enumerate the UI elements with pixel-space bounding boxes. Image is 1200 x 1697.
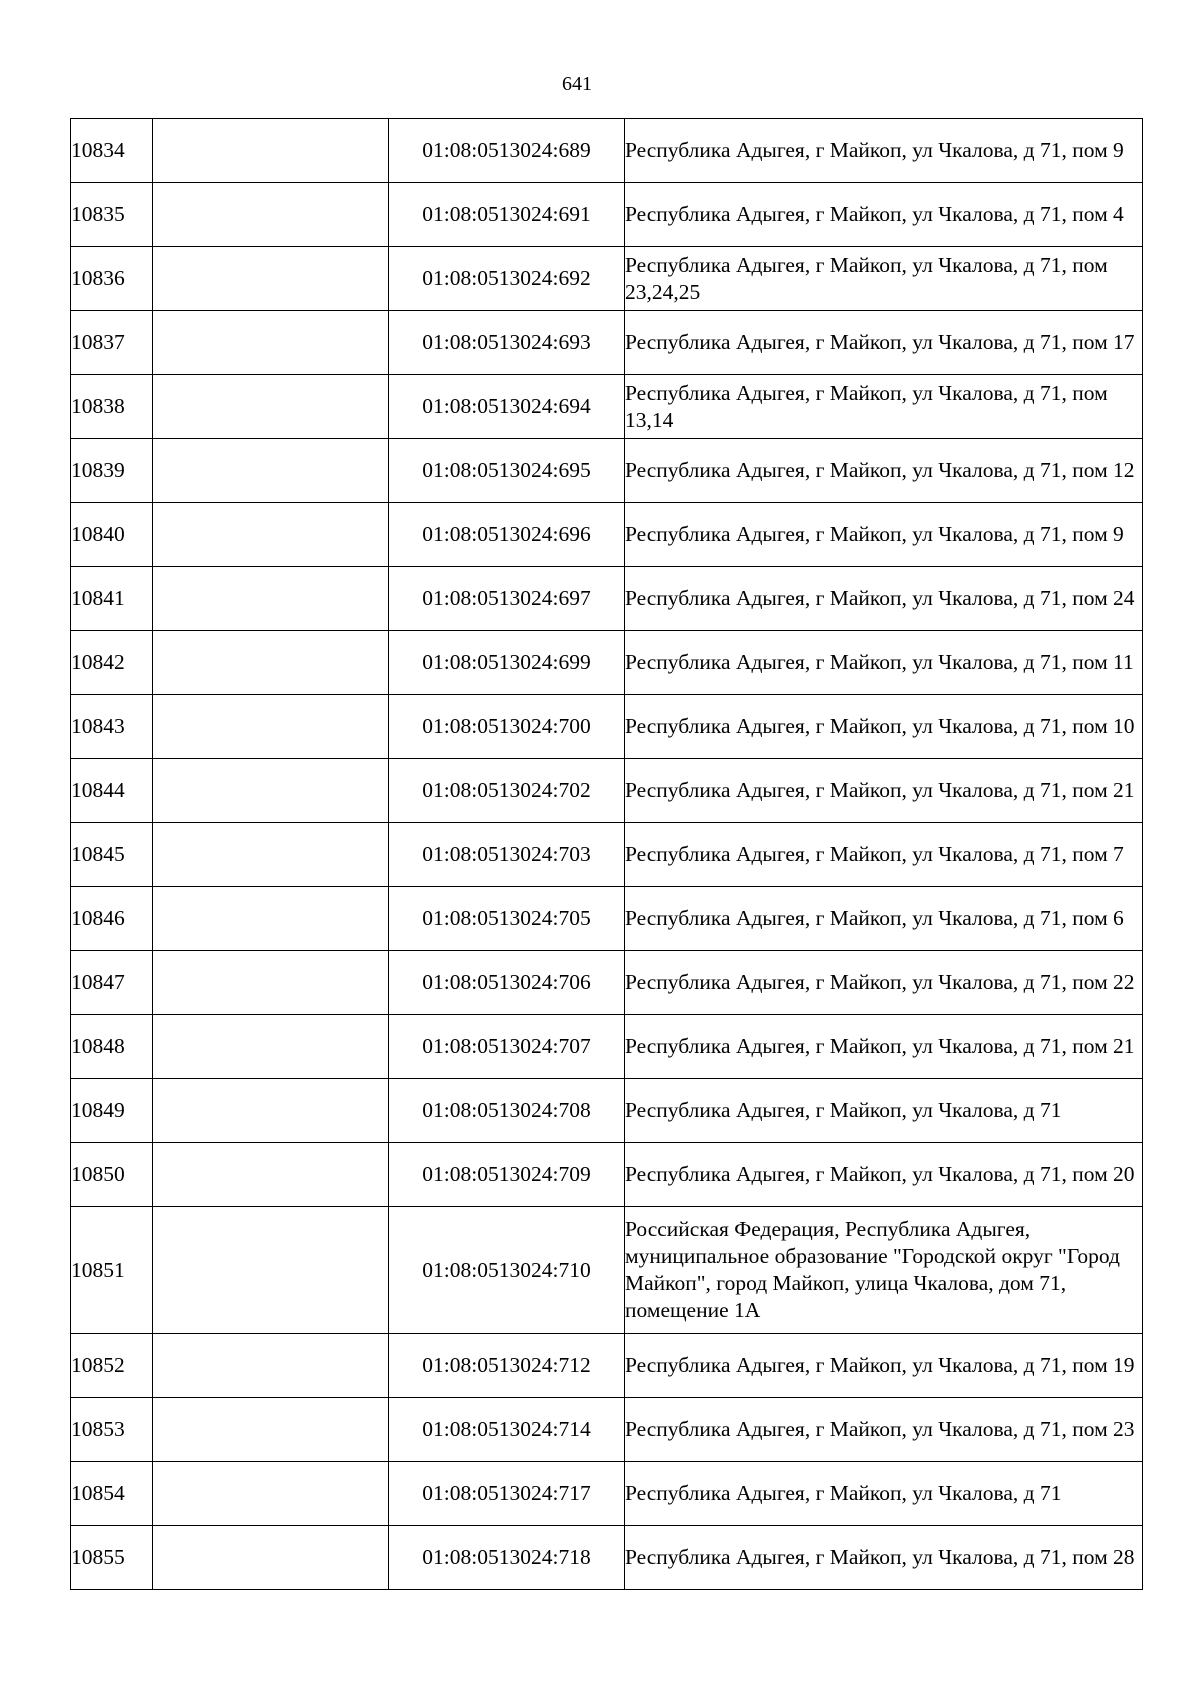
table-row xyxy=(71,375,1143,439)
row-number-cell: 10835 xyxy=(71,183,153,247)
row-number-cell: 10841 xyxy=(71,567,153,631)
address-cell: Республика Адыгея, г Майкоп, ул Чкалова, д 71, пом 12 xyxy=(625,439,1143,503)
address-cell: Республика Адыгея, г Майкоп, ул Чкалова, д 71, пом 19 xyxy=(625,1334,1143,1398)
table-row xyxy=(71,1079,1143,1143)
empty-cell xyxy=(153,951,389,1015)
cadastral-number-cell: 01:08:0513024:705 xyxy=(389,887,625,951)
empty-cell xyxy=(153,247,389,311)
table-row xyxy=(71,1462,1143,1526)
cadastral-number-cell: 01:08:0513024:689 xyxy=(389,119,625,183)
cadastral-number-cell: 01:08:0513024:696 xyxy=(389,503,625,567)
address-cell: Республика Адыгея, г Майкоп, ул Чкалова, д 71 xyxy=(625,1079,1143,1143)
row-number-cell: 10842 xyxy=(71,631,153,695)
cadastral-number-cell: 01:08:0513024:718 xyxy=(389,1526,625,1590)
address-cell: Республика Адыгея, г Майкоп, ул Чкалова, д 71, пом 23,24,25 xyxy=(625,247,1143,311)
row-number-cell: 10847 xyxy=(71,951,153,1015)
table-row xyxy=(71,1398,1143,1462)
empty-cell xyxy=(153,1207,389,1334)
cadastral-number-cell: 01:08:0513024:712 xyxy=(389,1334,625,1398)
cadastral-number-cell: 01:08:0513024:697 xyxy=(389,567,625,631)
empty-cell xyxy=(153,375,389,439)
cadastral-number-cell: 01:08:0513024:710 xyxy=(389,1207,625,1334)
row-number-cell: 10852 xyxy=(71,1334,153,1398)
row-number-cell: 10849 xyxy=(71,1079,153,1143)
empty-cell xyxy=(153,311,389,375)
row-number-cell: 10855 xyxy=(71,1526,153,1590)
cadastral-number-cell: 01:08:0513024:692 xyxy=(389,247,625,311)
table-row xyxy=(71,951,1143,1015)
table-row xyxy=(71,439,1143,503)
address-cell: Республика Адыгея, г Майкоп, ул Чкалова, д 71, пом 10 xyxy=(625,695,1143,759)
empty-cell xyxy=(153,1462,389,1526)
empty-cell xyxy=(153,1143,389,1207)
row-number-cell: 10843 xyxy=(71,695,153,759)
cadastral-number-cell: 01:08:0513024:707 xyxy=(389,1015,625,1079)
empty-cell xyxy=(153,1334,389,1398)
table-row xyxy=(71,1207,1143,1334)
address-cell: Республика Адыгея, г Майкоп, ул Чкалова, д 71, пом 21 xyxy=(625,1015,1143,1079)
row-number-cell: 10838 xyxy=(71,375,153,439)
empty-cell xyxy=(153,1079,389,1143)
row-number-cell: 10834 xyxy=(71,119,153,183)
empty-cell xyxy=(153,439,389,503)
row-number-cell: 10853 xyxy=(71,1398,153,1462)
row-number-cell: 10850 xyxy=(71,1143,153,1207)
table-row xyxy=(71,1334,1143,1398)
row-number-cell: 10840 xyxy=(71,503,153,567)
row-number-cell: 10839 xyxy=(71,439,153,503)
table-row xyxy=(71,503,1143,567)
empty-cell xyxy=(153,631,389,695)
empty-cell xyxy=(153,759,389,823)
table-row xyxy=(71,311,1143,375)
address-cell: Республика Адыгея, г Майкоп, ул Чкалова, д 71, пом 20 xyxy=(625,1143,1143,1207)
table-row xyxy=(71,823,1143,887)
cadastral-number-cell: 01:08:0513024:700 xyxy=(389,695,625,759)
cadastral-number-cell: 01:08:0513024:717 xyxy=(389,1462,625,1526)
empty-cell xyxy=(153,567,389,631)
address-cell: Республика Адыгея, г Майкоп, ул Чкалова, д 71, пом 6 xyxy=(625,887,1143,951)
page-number: 641 xyxy=(562,73,592,95)
cadastral-number-cell: 01:08:0513024:699 xyxy=(389,631,625,695)
address-cell: Республика Адыгея, г Майкоп, ул Чкалова, д 71, пом 22 xyxy=(625,951,1143,1015)
address-cell: Республика Адыгея, г Майкоп, ул Чкалова, д 71, пом 24 xyxy=(625,567,1143,631)
address-cell: Республика Адыгея, г Майкоп, ул Чкалова, д 71, пом 21 xyxy=(625,759,1143,823)
row-number-cell: 10837 xyxy=(71,311,153,375)
empty-cell xyxy=(153,823,389,887)
address-cell: Российская Федерация, Республика Адыгея, муниципальное образование "Городской округ "Город Майкоп", город Майкоп, улица Чкалова, дом 71, помещение 1А xyxy=(625,1207,1143,1334)
empty-cell xyxy=(153,887,389,951)
table-row xyxy=(71,247,1143,311)
address-cell: Республика Адыгея, г Майкоп, ул Чкалова, д 71 xyxy=(625,1462,1143,1526)
address-cell: Республика Адыгея, г Майкоп, ул Чкалова, д 71, пом 23 xyxy=(625,1398,1143,1462)
empty-cell xyxy=(153,1015,389,1079)
address-cell: Республика Адыгея, г Майкоп, ул Чкалова, д 71, пом 13,14 xyxy=(625,375,1143,439)
empty-cell xyxy=(153,119,389,183)
empty-cell xyxy=(153,183,389,247)
row-number-cell: 10844 xyxy=(71,759,153,823)
cadastral-number-cell: 01:08:0513024:709 xyxy=(389,1143,625,1207)
table-row xyxy=(71,1526,1143,1590)
table-body xyxy=(71,119,1143,1590)
cadastral-number-cell: 01:08:0513024:691 xyxy=(389,183,625,247)
table-row xyxy=(71,567,1143,631)
table-row xyxy=(71,119,1143,183)
cadastral-number-cell: 01:08:0513024:702 xyxy=(389,759,625,823)
address-cell: Республика Адыгея, г Майкоп, ул Чкалова, д 71, пом 28 xyxy=(625,1526,1143,1590)
address-cell: Республика Адыгея, г Майкоп, ул Чкалова, д 71, пом 7 xyxy=(625,823,1143,887)
cadastral-number-cell: 01:08:0513024:695 xyxy=(389,439,625,503)
table-row xyxy=(71,1015,1143,1079)
empty-cell xyxy=(153,1398,389,1462)
address-cell: Республика Адыгея, г Майкоп, ул Чкалова, д 71, пом 9 xyxy=(625,503,1143,567)
address-cell: Республика Адыгея, г Майкоп, ул Чкалова, д 71, пом 17 xyxy=(625,311,1143,375)
cadastral-number-cell: 01:08:0513024:703 xyxy=(389,823,625,887)
empty-cell xyxy=(153,503,389,567)
empty-cell xyxy=(153,1526,389,1590)
address-cell: Республика Адыгея, г Майкоп, ул Чкалова, д 71, пом 9 xyxy=(625,119,1143,183)
cadastral-number-cell: 01:08:0513024:694 xyxy=(389,375,625,439)
row-number-cell: 10836 xyxy=(71,247,153,311)
table-row xyxy=(71,631,1143,695)
table-row xyxy=(71,1143,1143,1207)
row-number-cell: 10846 xyxy=(71,887,153,951)
cadastral-number-cell: 01:08:0513024:693 xyxy=(389,311,625,375)
property-registry-table xyxy=(70,118,1143,1590)
empty-cell xyxy=(153,695,389,759)
table-row xyxy=(71,183,1143,247)
table-row xyxy=(71,887,1143,951)
table-row xyxy=(71,759,1143,823)
cadastral-number-cell: 01:08:0513024:708 xyxy=(389,1079,625,1143)
row-number-cell: 10851 xyxy=(71,1207,153,1334)
cadastral-number-cell: 01:08:0513024:706 xyxy=(389,951,625,1015)
address-cell: Республика Адыгея, г Майкоп, ул Чкалова, д 71, пом 11 xyxy=(625,631,1143,695)
row-number-cell: 10848 xyxy=(71,1015,153,1079)
row-number-cell: 10845 xyxy=(71,823,153,887)
row-number-cell: 10854 xyxy=(71,1462,153,1526)
cadastral-number-cell: 01:08:0513024:714 xyxy=(389,1398,625,1462)
address-cell: Республика Адыгея, г Майкоп, ул Чкалова, д 71, пом 4 xyxy=(625,183,1143,247)
table-row xyxy=(71,695,1143,759)
